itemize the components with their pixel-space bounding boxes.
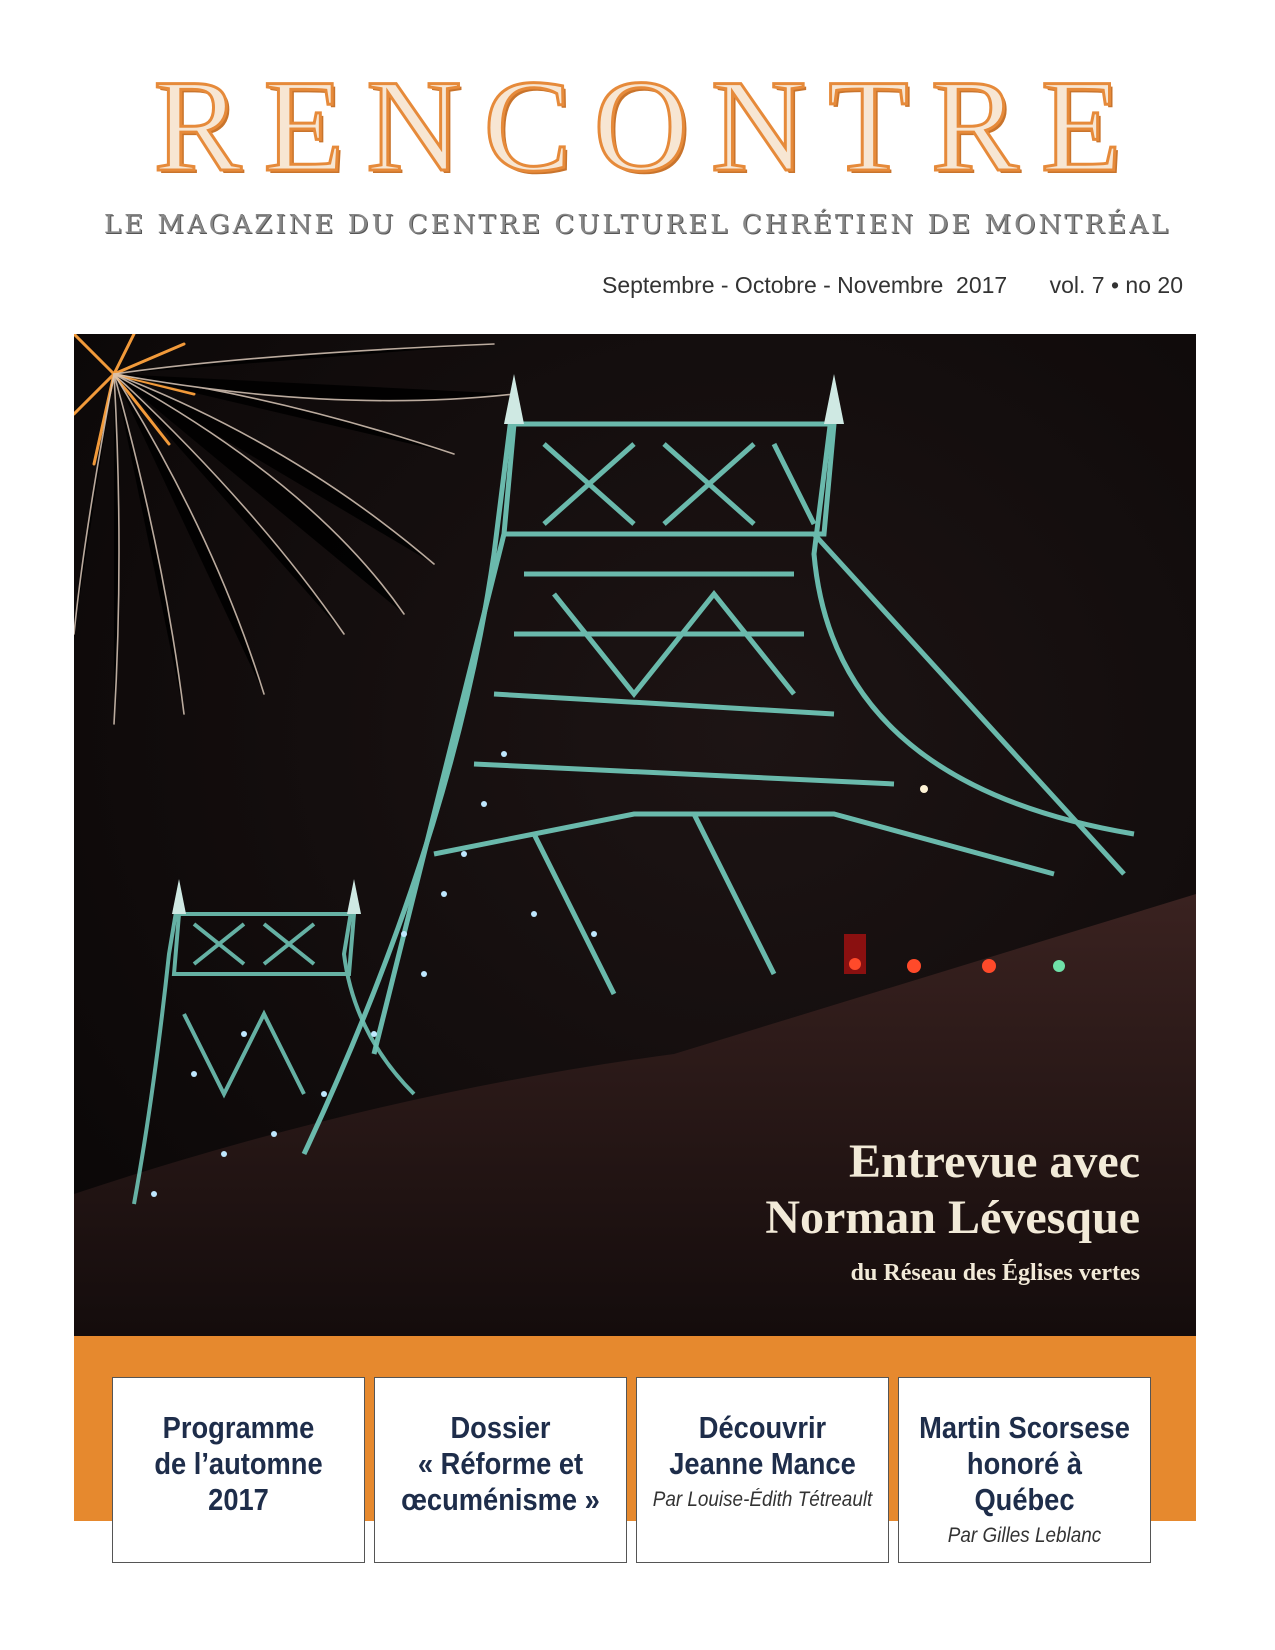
masthead [0,52,1275,199]
feature-title-line: de l’automne [154,1446,323,1481]
headline-subtitle: du Réseau des Églises vertes [850,1260,1140,1286]
feature-title-line: œcuménisme » [401,1482,600,1517]
issue-info [602,272,1183,299]
headline-line-1: Entrevue avec [848,1135,1140,1188]
feature-title-line: Programme [162,1410,315,1445]
issue-volume: vol. 7 • no 20 [1049,272,1183,298]
feature-title-line: honoré à Québec [966,1446,1083,1517]
feature-title [914,1410,1135,1518]
magazine-title: RENCONTRE [153,52,1144,199]
feature-title-line: « Réforme et [417,1446,584,1481]
feature-title [652,1410,873,1482]
cover-headline [765,1134,1140,1287]
cover-photo-bridge [74,334,1196,1336]
feature-title-line: Dossier [450,1410,551,1445]
feature-title-line: Découvrir [698,1410,827,1445]
feature-card-jeanne-mance[interactable] [636,1377,889,1563]
issue-dates: Septembre - Octobre - Novembre 2017 [601,272,1008,298]
feature-title-line: Martin Scorsese [919,1410,1130,1445]
headline-line-2: Norman Lévesque [765,1191,1140,1244]
feature-card-scorsese[interactable] [898,1377,1151,1563]
feature-title-line: 2017 [208,1482,269,1517]
feature-card-programme[interactable] [112,1377,365,1563]
feature-title [128,1410,349,1518]
magazine-tagline: LE MAGAZINE DU CENTRE CULTUREL CHRÉTIEN DE MONTRÉAL [103,210,1172,240]
feature-title-line: Jeanne Mance [669,1446,856,1481]
feature-card-dossier[interactable] [374,1377,627,1563]
feature-title [390,1410,611,1518]
feature-byline: Par Louise-Édith Tétreault [652,1488,873,1511]
feature-byline: Par Gilles Leblanc [947,1524,1102,1547]
